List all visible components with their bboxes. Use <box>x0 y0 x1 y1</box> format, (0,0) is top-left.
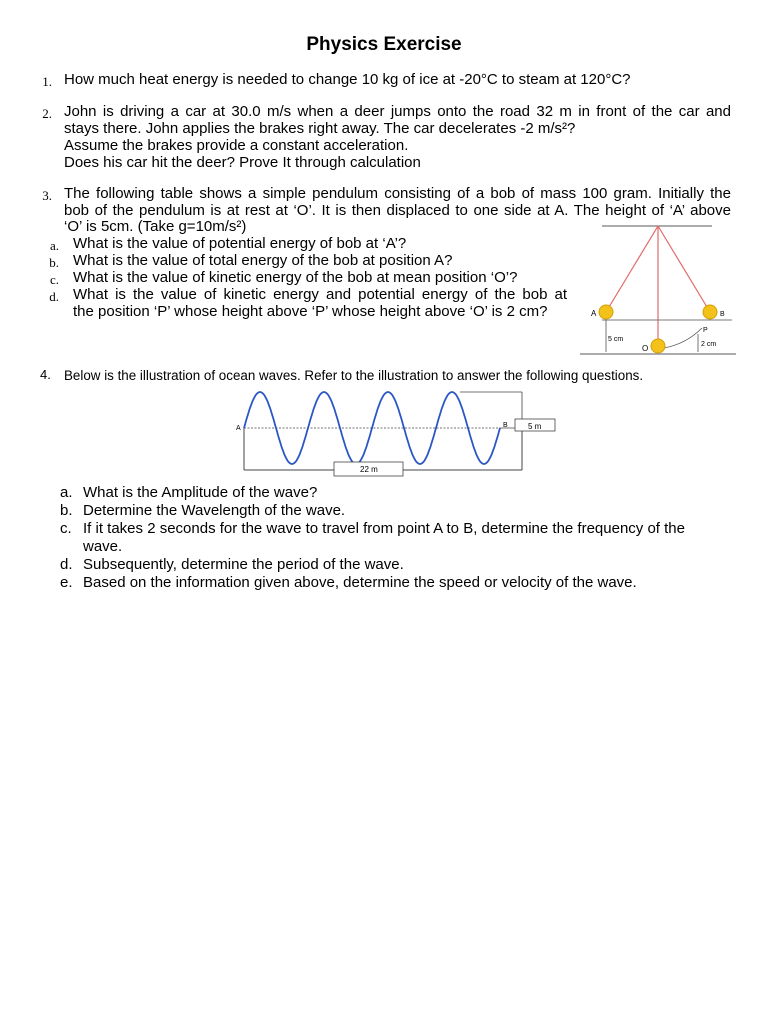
q3a-label: a. <box>49 238 59 253</box>
swing-path <box>664 328 702 348</box>
q3a-text: What is the value of potential energy of bob at ‘A’? <box>73 235 407 252</box>
q4-number: 4. <box>40 367 51 382</box>
q4b-text: Determine the Wavelength of the wave. <box>83 502 346 519</box>
pendulum-string-b <box>658 226 710 312</box>
q4c-label: c. <box>60 520 72 537</box>
q3d-text: What is the value of kinetic energy and potential energy of the bob at <box>73 286 567 303</box>
q3b-text: What is the value of total energy of the bob at position A? <box>73 252 453 269</box>
label-length: 22 m <box>360 465 378 474</box>
label-amplitude: 5 m <box>528 422 542 431</box>
wave-figure <box>232 388 562 480</box>
pendulum-figure <box>576 220 740 360</box>
q1-number: 1. <box>42 74 52 89</box>
q1-text: How much heat energy is needed to change 10 kg of ice at -20°C to steam at 120°C? <box>64 71 631 88</box>
q4b-label: b. <box>60 502 73 519</box>
q2-number: 2. <box>42 106 52 121</box>
label-wave-b: B <box>503 422 508 429</box>
label-height-a: 5 cm <box>608 336 624 343</box>
label-a: A <box>591 309 597 318</box>
label-o: O <box>642 344 649 353</box>
label-wave-a: A <box>236 425 241 432</box>
label-p: P <box>703 327 708 334</box>
q4e-label: e. <box>60 574 73 591</box>
q3c-label: c. <box>49 272 59 287</box>
q2-line-3: Assume the brakes provide a constant acceleration. <box>64 137 409 154</box>
label-height-p: 2 cm <box>701 341 717 348</box>
q4d-text: Subsequently, determine the period of the wave. <box>83 556 404 573</box>
q3-line-1: The following table shows a simple pendulum consisting of a bob of mass 100 gram. Initially the <box>64 185 731 202</box>
label-b: B <box>720 311 725 318</box>
q4c-text: If it takes 2 seconds for the wave to travel from point A to B, determine the frequency of the <box>83 520 685 537</box>
bob-a <box>599 305 613 319</box>
q3d-label: d. <box>49 289 59 304</box>
q3d-text-2: the position ‘P’ whose height above ‘P’ whose height above ‘O’ is 2 cm? <box>73 303 548 320</box>
pendulum-string-a <box>606 226 658 312</box>
q4c-text-2: wave. <box>83 538 123 555</box>
q4a-label: a. <box>60 484 73 501</box>
q3-number: 3. <box>42 188 52 203</box>
q2-line-4: Does his car hit the deer? Prove It through calculation <box>64 154 421 171</box>
q3c-text: What is the value of kinetic energy of the bob at mean position ‘O’? <box>73 269 518 286</box>
q3b-label: b. <box>49 255 59 270</box>
bob-o <box>651 339 665 353</box>
q2-line-1: John is driving a car at 30.0 m/s when a deer jumps onto the road 32 m in front of the car and <box>64 103 731 120</box>
page-title: Physics Exercise <box>306 34 462 55</box>
q4a-text: What is the Amplitude of the wave? <box>83 484 318 501</box>
q2-line-2: stays there. John applies the brakes right away. The car decelerates -2 m/s²? <box>64 120 576 137</box>
q4-text: Below is the illustration of ocean waves. Refer to the illustration to answer the following questions. <box>64 368 644 383</box>
bob-b <box>703 305 717 319</box>
q4e-text: Based on the information given above, determine the speed or velocity of the wave. <box>83 574 637 591</box>
q4d-label: d. <box>60 556 73 573</box>
q3-line-3: ‘O’ is 5cm. (Take g=10m/s²) <box>64 218 247 235</box>
q3-line-2: bob of the pendulum is at rest at ‘O’. It is then displaced to one side at A. The height of ‘A’ above <box>64 202 731 219</box>
